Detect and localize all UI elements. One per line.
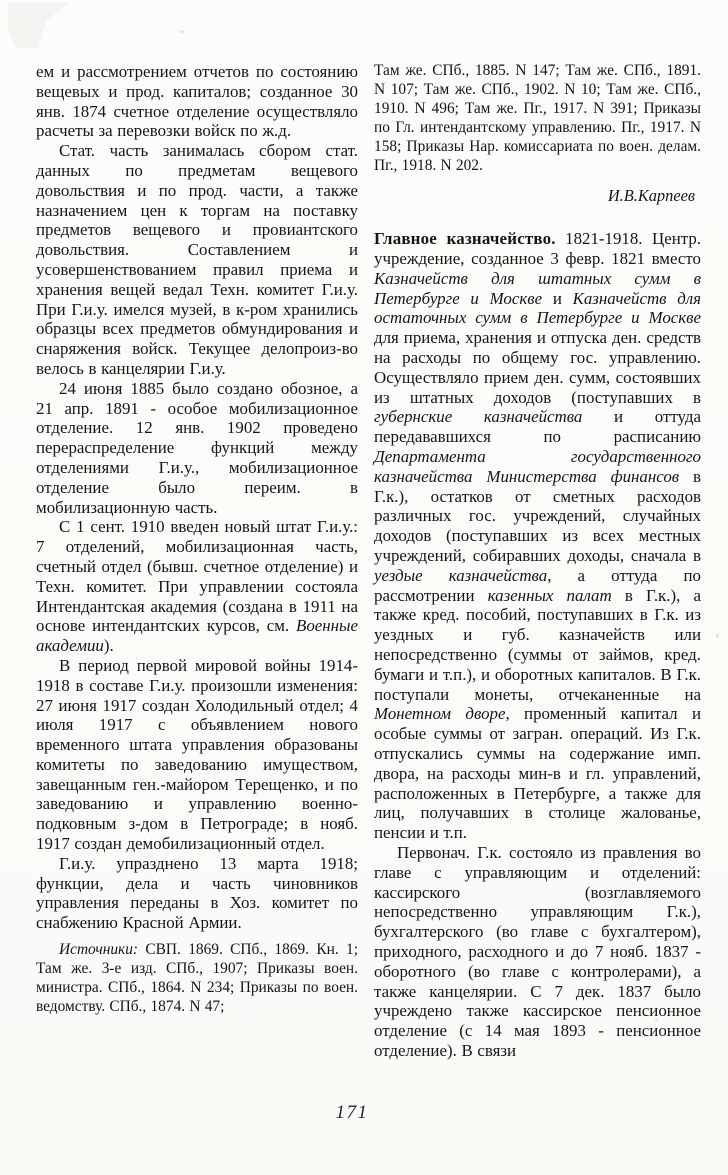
- scan-artifact: [8, 3, 70, 49]
- text-run: 24 июня 1885 было создано обозное, а 21 апр. 1891 - особое мобилизационное отделение. 12 янв. 1902 проведено перераспределение функций между отделениями Г.и.у., мобилизационное отделение было переим. в мобилизационную часть.: [36, 378, 358, 517]
- paragraph-body: [36, 656, 358, 854]
- paragraph-body: [36, 517, 358, 656]
- text-run: Монетном дворе: [374, 704, 506, 724]
- paragraph-body: [36, 854, 358, 933]
- text-run: ем и рассмотрением отчетов по состоянию вещевых и прод. капиталов; созданное 30 янв. 1874 счетное отделение осуществляло расчеты за перевозки войск по ж.д.: [36, 62, 358, 141]
- two-column-text-block: [36, 62, 701, 1061]
- paragraph-body: [36, 141, 358, 379]
- left-column: [36, 62, 358, 1061]
- text-run: в Г.к.), остатков от сметных расходов различных гос. учреждений, случайных доходов (поступавших из всех местных учреждений, собиравших доходы, сначала в: [374, 466, 701, 565]
- paragraph-entry-start: [374, 229, 701, 843]
- text-run: , променный капитал и особые суммы от загран. операций. Из Г.к. отпускались суммы на содержание имп. двора, на расходы мин-в и гл. управлений, расположенных в Петербурге, а также для лиц, получавших в столице жалованье, пенсии и т.п.: [374, 704, 701, 843]
- right-column: [374, 62, 701, 1061]
- scan-speck: [716, 633, 719, 638]
- text-run: , а оттуда по рассмотрении: [374, 565, 702, 605]
- text-run: Первонач. Г.к. состояло из правления во главе с управляющим и отделений: кассирского (возглавляемого непосредственно управляющим Г.к.), бухгалтерского (во главе с бухгалтером), приходного, расходного и до 7 нояб. 1837 - оборотного (во главе с контролерами), а также канцелярии. С 7 дек. 1837 было учреждено также кассирское пенсионное отделение (с 14 мая 1893 - пенсионное отделение). В связи: [374, 842, 701, 1060]
- text-run: и: [542, 288, 573, 308]
- text-run: Там же. СПб., 1885. N 147; Там же. СПб., 1891. N 107; Там же. СПб., 1902. N 10; Там же. СПб., 1910. N 496; Там же. Пг., 1917. N 391; Приказы по Гл. интендантскому управлению. Пг., 1917. N 158; Приказы Нар. комиссариата по воен. делам. Пг., 1918. N 202.: [374, 62, 701, 174]
- text-run: В период первой мировой войны 1914-1918 в составе Г.и.у. произошли изменения: 27 июня 1917 создан Холодильный отдел; 4 июля 1917 с объявлением нового временного штата управления образованы комитеты по заведованию имуществом, завещанным ген.-майором Терещенко, и по заведованию и управлению военно-подковным з-дом в Петрограде; в нояб. 1917 создан демобилизационный отдел.: [36, 655, 358, 854]
- text-run: И.В.Карпеев: [607, 186, 695, 206]
- text-run: Казначейств для остаточных сумм в Петербурге и Москве: [374, 288, 701, 328]
- text-run: Главное казначейство.: [374, 229, 556, 249]
- text-run: Источники:: [59, 941, 139, 959]
- paragraph-body: [374, 843, 701, 1061]
- scan-speck: [180, 30, 184, 33]
- text-run: 1821-1918. Центр. учреждение, созданное 3 февр. 1821 вместо: [374, 229, 701, 269]
- text-run: в Г.к.), а также кред. пособий, поступавших в Г.к. из уездных и губ. казначейств или непосредственно (суммы от займов, кред. бумаги и т.п.), и оборотных капиталов. В Г.к. поступали монеты, отчеканенные на: [374, 585, 701, 704]
- text-run: Стат. часть занималась сбором стат. данных по предметам вещевого довольствия и по прод. части, а также назначением цен к торгам на поставку предметов вещевого и провиантского довольствия. Составлением и усовершенствованием правил приема и хранения вещей ведал Техн. комитет Г.и.у. При Г.и.у. имелся музей, в к-ром хранились образцы всех предметов обмундирования и снаряжения войск. Текущее делопроиз-во велось в канцелярии Г.и.у.: [36, 141, 358, 378]
- paragraph-author: [374, 186, 701, 206]
- text-run: Г.и.у. упразднено 13 марта 1918; функции, дела и часть чиновников управления переданы в Хоз. комитет по снабжению Красной Армии.: [36, 853, 358, 933]
- text-run: Казначейств для штатных сумм в Петербурге и Москве: [374, 268, 701, 308]
- text-run: казенных палат: [487, 585, 612, 605]
- text-run: и оттуда передававшихся по расписанию: [374, 407, 701, 447]
- paragraph-body: [36, 62, 358, 141]
- text-run: ).: [103, 636, 114, 656]
- text-run: Военные академии: [36, 616, 358, 656]
- text-run: уездые казначейства: [374, 565, 548, 585]
- paragraph-sources-start: [36, 941, 358, 1017]
- text-run: для приема, хранения и отпуска ден. средств на расходы по общему гос. управлению. Осуществляло прием ден. сумм, состоявших из штатных доходов (поступавших в: [374, 328, 701, 407]
- text-run: Департамента государственного казначейства Министерства финансов: [374, 447, 701, 486]
- page-number: 171: [335, 1102, 369, 1123]
- paragraph-body: [36, 379, 358, 518]
- text-run: губернские казначейства: [374, 407, 583, 427]
- paragraph-sources: [374, 62, 701, 175]
- text-run: С 1 сент. 1910 введен новый штат Г.и.у.: 7 отделений, мобилизационная часть, счетный отдел (бывш. счетное отделение) и Техн. комитет. При управлении состояла Интендантская академия (создана в 1911 на основе интендантских курсов, см.: [36, 517, 358, 636]
- text-run: СВП. 1869. СПб., 1869. Кн. 1; Там же. 3-е изд. СПб., 1907; Приказы воен. министра. СПб., 1864. N 234; Приказы по воен. ведомству. СПб., 1874. N 47;: [36, 941, 358, 1015]
